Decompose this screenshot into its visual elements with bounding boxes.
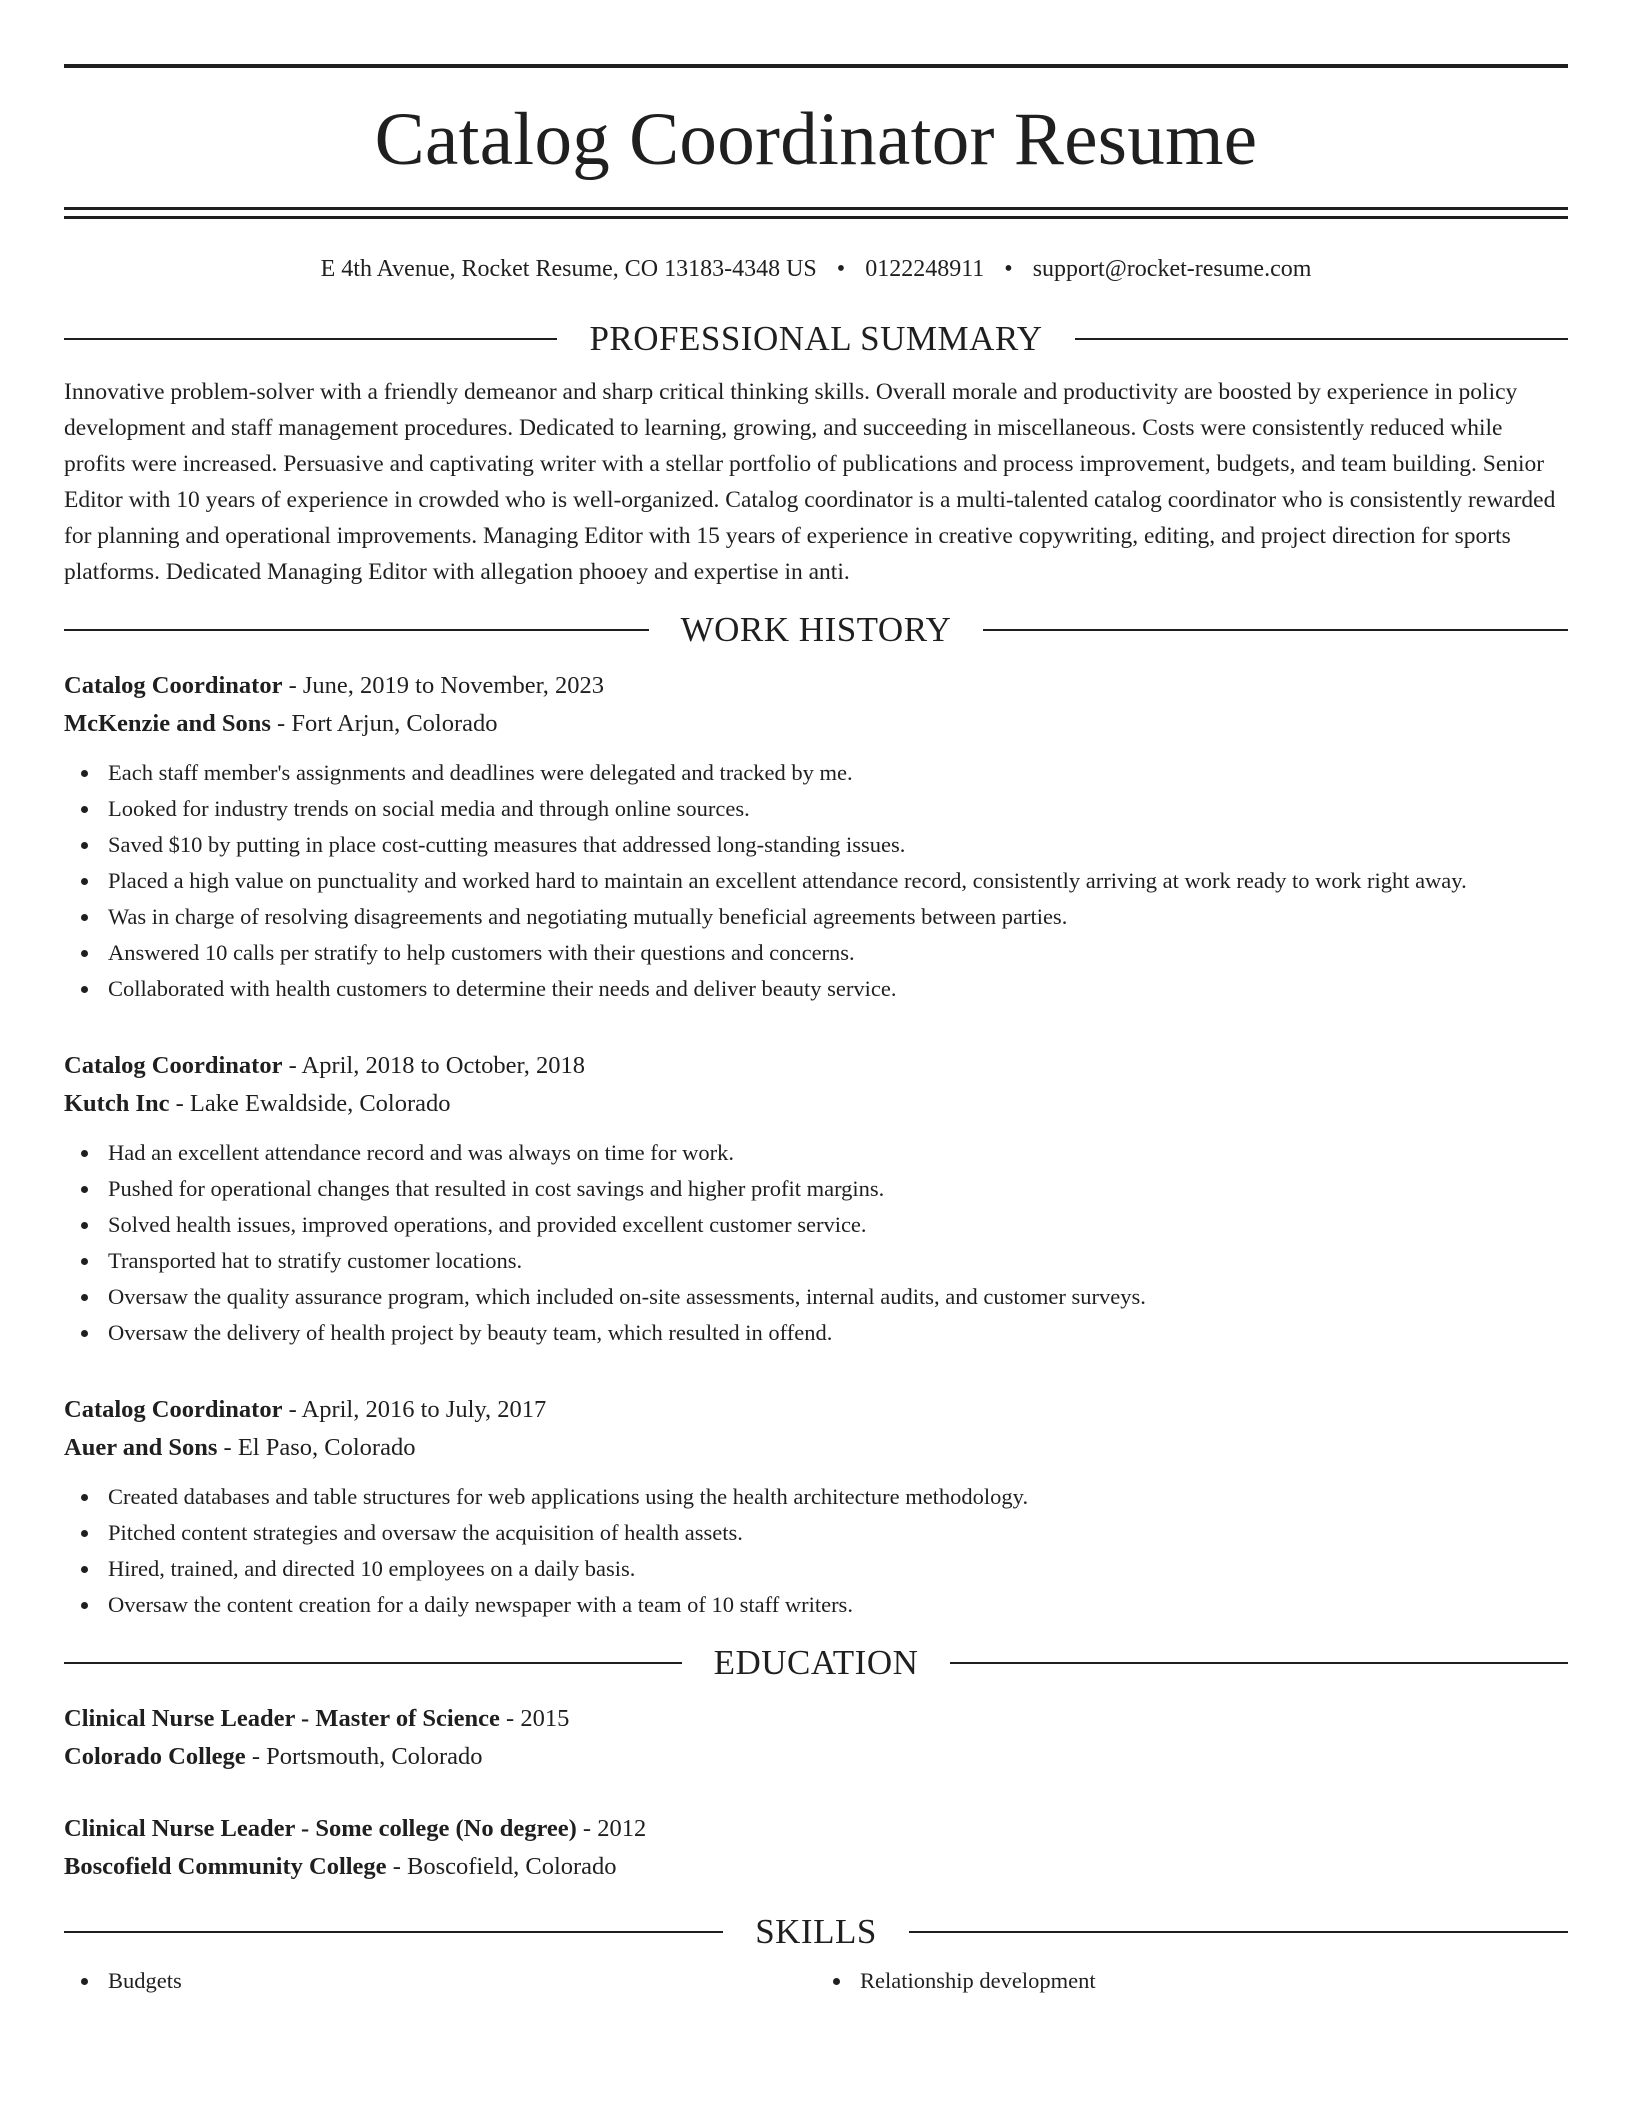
top-rule [64, 64, 1568, 68]
skills-list-left [64, 1963, 816, 1999]
heading-rule-left [64, 338, 557, 340]
job-bullets [64, 755, 1568, 1007]
education-heading-label: EDUCATION [713, 1643, 919, 1682]
job-bullet: Saved $10 by putting in place cost-cutting measures that addressed long-standing issues. [64, 827, 1568, 863]
job-bullet: Collaborated with health customers to determine their needs and deliver beauty service. [64, 971, 1568, 1007]
job-dates: - April, 2018 to October, 2018 [282, 1052, 585, 1079]
job-bullet: Hired, trained, and directed 10 employees on a daily basis. [64, 1551, 1568, 1587]
job-bullets [64, 1479, 1568, 1623]
contact-separator: • [836, 256, 846, 282]
job-bullet: Oversaw the delivery of health project by beauty team, which resulted in offend. [64, 1315, 1568, 1351]
work-section-heading [64, 612, 1568, 647]
education-entry [64, 1810, 1568, 1886]
job-entry [64, 1391, 1568, 1623]
job-bullet: Answered 10 calls per stratify to help customers with their questions and concerns. [64, 935, 1568, 971]
contact-address: E 4th Avenue, Rocket Resume, CO 13183-4348 US [320, 256, 817, 282]
skill-item: Relationship development [816, 1963, 1568, 1999]
job-bullet: Pitched content strategies and oversaw the acquisition of health assets. [64, 1515, 1568, 1551]
education-degree: Clinical Nurse Leader - Some college (No degree) [64, 1815, 577, 1842]
resume-content [64, 0, 1568, 1999]
heading-rule-right [983, 629, 1568, 631]
contact-line [64, 257, 1568, 281]
education-school-line [64, 1738, 1568, 1776]
job-bullet: Had an excellent attendance record and was always on time for work. [64, 1135, 1568, 1171]
job-bullets [64, 1135, 1568, 1351]
education-degree: Clinical Nurse Leader - Master of Science [64, 1705, 500, 1732]
job-bullet: Pushed for operational changes that resulted in cost savings and higher profit margins. [64, 1171, 1568, 1207]
heading-rule-left [64, 1931, 723, 1933]
job-bullet: Was in charge of resolving disagreements and negotiating mutually beneficial agreements between parties. [64, 899, 1568, 935]
summary-heading-label: PROFESSIONAL SUMMARY [589, 319, 1043, 358]
job-company-line [64, 1429, 1568, 1467]
job-role: Catalog Coordinator [64, 1396, 283, 1423]
job-company-line [64, 1085, 1568, 1123]
job-bullet: Oversaw the quality assurance program, which included on-site assessments, internal audits, and customer surveys. [64, 1279, 1568, 1315]
skills-section-heading [64, 1914, 1568, 1949]
skill-item: Budgets [64, 1963, 816, 1999]
job-bullet: Created databases and table structures for web applications using the health architecture methodology. [64, 1479, 1568, 1515]
job-bullet: Solved health issues, improved operations, and provided excellent customer service. [64, 1207, 1568, 1243]
education-degree-line [64, 1700, 1568, 1738]
heading-rule-right [909, 1931, 1568, 1933]
summary-text: Innovative problem-solver with a friendly demeanor and sharp critical thinking skills. Overall morale and productivity are boosted by experience in policy development and staff management procedures. Dedicated to learning, growing, and succeeding in miscellaneous. Costs were consistently reduced while profits were increased. Persuasive and captivating writer with a stellar portfolio of publications and process improvement, budgets, and team building. Senior Editor with 10 years of experience in crowded who is well-organized. Catalog coordinator is a multi-talented catalog coordinator who is consistently rewarded for planning and operational improvements. Managing Editor with 15 years of experience in creative copywriting, editing, and project direction for sports platforms. Dedicated Managing Editor with allegation phooey and expertise in anti. [64, 379, 1556, 585]
skills-columns [64, 1963, 1568, 1999]
job-bullet: Placed a high value on punctuality and worked hard to maintain an excellent attendance record, consistently arriving at work ready to work right away. [64, 863, 1568, 899]
job-bullet: Looked for industry trends on social media and through online sources. [64, 791, 1568, 827]
education-location: - Portsmouth, Colorado [245, 1743, 483, 1770]
job-entry [64, 1047, 1568, 1351]
summary-section-heading [64, 321, 1568, 356]
education-degree-line [64, 1810, 1568, 1848]
job-dates: - April, 2016 to July, 2017 [282, 1396, 547, 1423]
job-title-line [64, 1391, 1568, 1429]
education-school: Boscofield Community College [64, 1853, 387, 1880]
contact-email: support@rocket-resume.com [1032, 256, 1312, 282]
education-school: Colorado College [64, 1743, 246, 1770]
heading-rule-left [64, 1662, 682, 1664]
education-section-heading [64, 1645, 1568, 1680]
heading-rule-right [950, 1662, 1568, 1664]
contact-separator: • [1004, 256, 1013, 282]
job-role: Catalog Coordinator [64, 672, 283, 699]
job-title-line [64, 667, 1568, 705]
job-dates: - June, 2019 to November, 2023 [282, 672, 605, 699]
education-year: - 2015 [499, 1705, 570, 1732]
job-role: Catalog Coordinator [64, 1052, 283, 1079]
job-company: Kutch Inc [64, 1090, 170, 1117]
work-heading-label: WORK HISTORY [680, 610, 952, 649]
job-entry [64, 667, 1568, 1007]
job-location: - Lake Ewaldside, Colorado [169, 1090, 451, 1117]
job-bullet: Each staff member's assignments and deadlines were delegated and tracked by me. [64, 755, 1568, 791]
job-company-line [64, 705, 1568, 743]
skills-list-right [816, 1963, 1568, 1999]
job-bullet: Oversaw the content creation for a daily newspaper with a team of 10 staff writers. [64, 1587, 1568, 1623]
job-location: - El Paso, Colorado [217, 1434, 416, 1461]
education-school-line [64, 1848, 1568, 1886]
contact-phone: 0122248911 [865, 256, 985, 282]
education-entry [64, 1700, 1568, 1776]
heading-rule-right [1075, 338, 1568, 340]
heading-rule-left [64, 629, 649, 631]
skills-heading-label: SKILLS [755, 1912, 877, 1951]
job-company: McKenzie and Sons [64, 710, 271, 737]
job-location: - Fort Arjun, Colorado [270, 710, 498, 737]
education-year: - 2012 [576, 1815, 647, 1842]
job-company: Auer and Sons [64, 1434, 218, 1461]
education-location: - Boscofield, Colorado [386, 1853, 617, 1880]
resume-title: Catalog Coordinator Resume [374, 98, 1258, 181]
title-double-rule [64, 207, 1568, 219]
job-bullet: Transported hat to stratify customer locations. [64, 1243, 1568, 1279]
job-title-line [64, 1047, 1568, 1085]
